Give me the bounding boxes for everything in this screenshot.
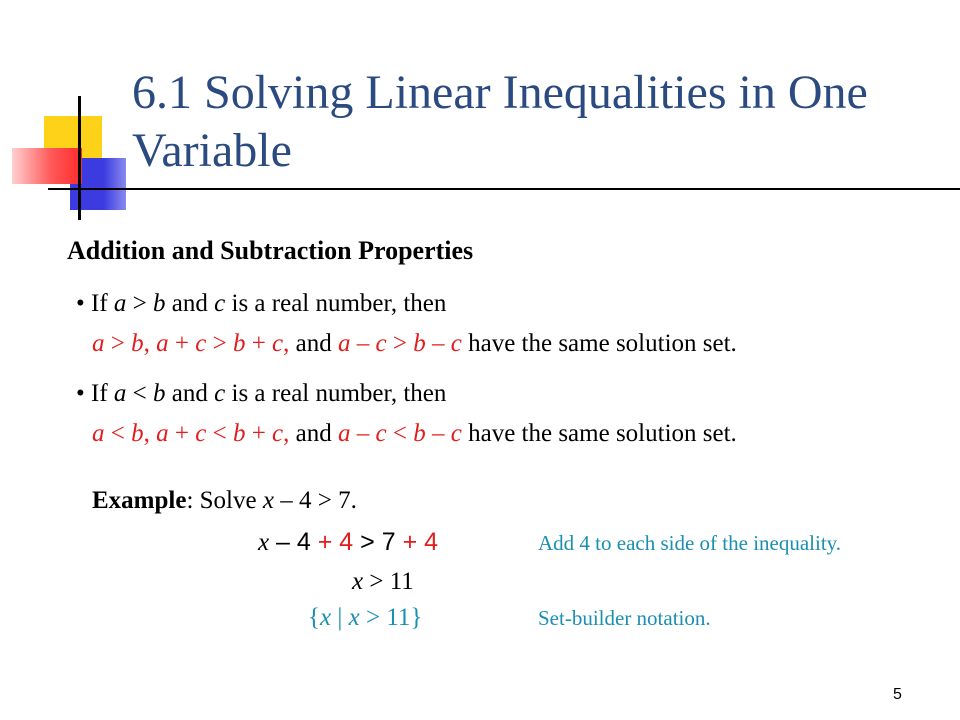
slide-title: 6.1 Solving Linear Inequalities in One Variable [132, 66, 868, 177]
property-2-intro [76, 380, 446, 408]
bullet: • [76, 380, 85, 407]
property-intro-text: If a > b and c is a real number, then [91, 290, 447, 317]
step1-greater-seven: > 7 [353, 528, 403, 556]
step1-minus-four: – 4 [269, 528, 318, 556]
property-tail: have the same solution set. [468, 330, 737, 357]
step1-plus-four-left: + 4 [317, 528, 354, 556]
example-problem [92, 487, 357, 515]
property-2-statement [92, 420, 737, 448]
section-heading: Addition and Subtraction Properties [67, 236, 474, 265]
red-square [12, 148, 82, 184]
title-underline [48, 188, 960, 190]
decorative-logo [0, 0, 140, 230]
property-tail: have the same solution set. [468, 420, 737, 447]
property-1-statement [92, 330, 737, 358]
page-number: 5 [893, 686, 902, 703]
step1-plus-four-right: + 4 [402, 528, 439, 556]
property-red-expression: a < b, a + c < b + c, and a – c < b – c [92, 420, 462, 447]
property-1-intro [76, 290, 446, 318]
example-problem-text: : Solve x – 4 > 7. [186, 487, 357, 514]
step3-note: Set-builder notation. [538, 606, 711, 630]
step1-x: x [258, 529, 270, 556]
property-red-expression: a > b, a + c > b + c, and a – c > b – c [92, 330, 462, 357]
example-step-2: x > 11 [352, 568, 414, 595]
example-step-3: {x | x > 11} [308, 604, 423, 631]
example-step-1 [258, 528, 438, 557]
bullet: • [76, 290, 85, 317]
property-intro-text: If a < b and c is a real number, then [91, 380, 447, 407]
step1-note: Add 4 to each side of the inequality. [538, 531, 842, 555]
example-label: Example [92, 487, 187, 514]
logo-vertical-rule [78, 96, 81, 220]
